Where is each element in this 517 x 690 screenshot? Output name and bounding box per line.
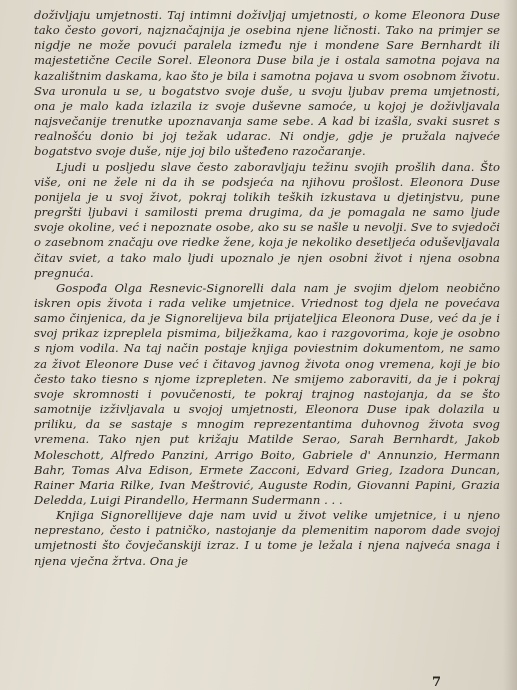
page-edge-shadow	[503, 0, 517, 690]
paragraph-2: Ljudi u posljedu slave često zaboravljaju težinu svojih prošlih dana. Što više, oni ne žele ni da ih se podsjeća na njihovu prošlost. Eleonora Duse ponijela je u svoj život, pokraj tolikih teških izkustava u djetinjstvu, pune pregršti ljubavi i samilosti prema drugima, da je pomagala ne samo ljude svoje okoline, već i nepoznate osobe, ako su se našle u nevolji. Sve to svjedoči o zasebnom značaju ove riedke žene, koja je nekoliko desetljeća oduševljavala čitav sviet, a tako malo ljudi upoznalo je njen osobni život i njena osobna pregnuća.	[34, 159, 500, 280]
body-text	[34, 8, 500, 569]
paragraph-4: Knjiga Signorellijeve daje nam uvid u život velike umjetnice, i u njeno neprestano, često i patničko, nastojanje da plemenitim naporom dade svojoj umjetnosti što čovječanskiji izraz. I u tome je ležala i njena najveća snaga i njena vječna žrtva. Ona je	[34, 508, 500, 568]
page-number: 7	[431, 675, 441, 690]
paragraph-1: doživljaju umjetnosti. Taj intimni doživljaj umjetnosti, o kome Eleonora Duse tako često govori, najznačajnija je osebina njene ličnosti. Tako na primjer se nigdje ne može povući paralela između nje i mondene Sare Bernhardt ili majestetične Cecile Sorel. Eleonora Duse bila je i ostala samotna pojava na kazalištnim daskama, kao što je bila i samotna pojava u svom osobnom životu. Sva uronula u se, u bogatstvo svoje duše, u svoju ljubav prema umjetnosti, ona je malo kada izlazila iz svoje duševne samoće, u kojoj je doživljavala najsvečanije trenutke upoznavanja same sebe. A kad bi izašla, svaki susret s realnošću donio bi joj težak udarac. Ni ondje, gdje je pružala najveće bogatstvo svoje duše, nije joj bilo ušteđeno razočaranje.	[34, 8, 500, 159]
paragraph-3: Gospođa Olga Resnevic-Signorelli dala nam je svojim djelom neobično iskren opis života i rada velike umjetnice. Vriednost tog djela ne povećava samo činjenica, da je Signorelijeva bila prijateljica Eleonora Duse, već da je i svoj prikaz izpreplela pismima, bilježkama, kao i razgovorima, koje je osobno s njom vodila. Na taj način postaje knjiga poviestnim dokumentom, ne samo za život Eleonore Duse već i čitavog javnog života onog vremena, koji je bio često tako tiesno s njome izprepleten. Ne smijemo zaboraviti, da je i pokraj svoje skromnosti i povučenosti, te pokraj trajnog nastojanja, da se što samotnije izživljavala u svojoj umjetnosti, Eleonora Duse ipak dolazila u priliku, da se sastaje s mnogim reprezentantima duhovnog života svog vremena. Tako njen put križaju Matilde Serao, Sarah Bernhardt, Jakob Moleschott, Alfredo Panzini, Arrigo Boito, Gabriele d' Annunzio, Hermann Bahr, Tomas Alva Edison, Ermete Zacconi, Edvard Grieg, Izadora Duncan, Rainer Maria Rilke, Ivan Meštrović, Auguste Rodin, Giovanni Papini, Grazia Deledda, Luigi Pirandello, Hermann Sudermann . . .	[34, 280, 500, 507]
